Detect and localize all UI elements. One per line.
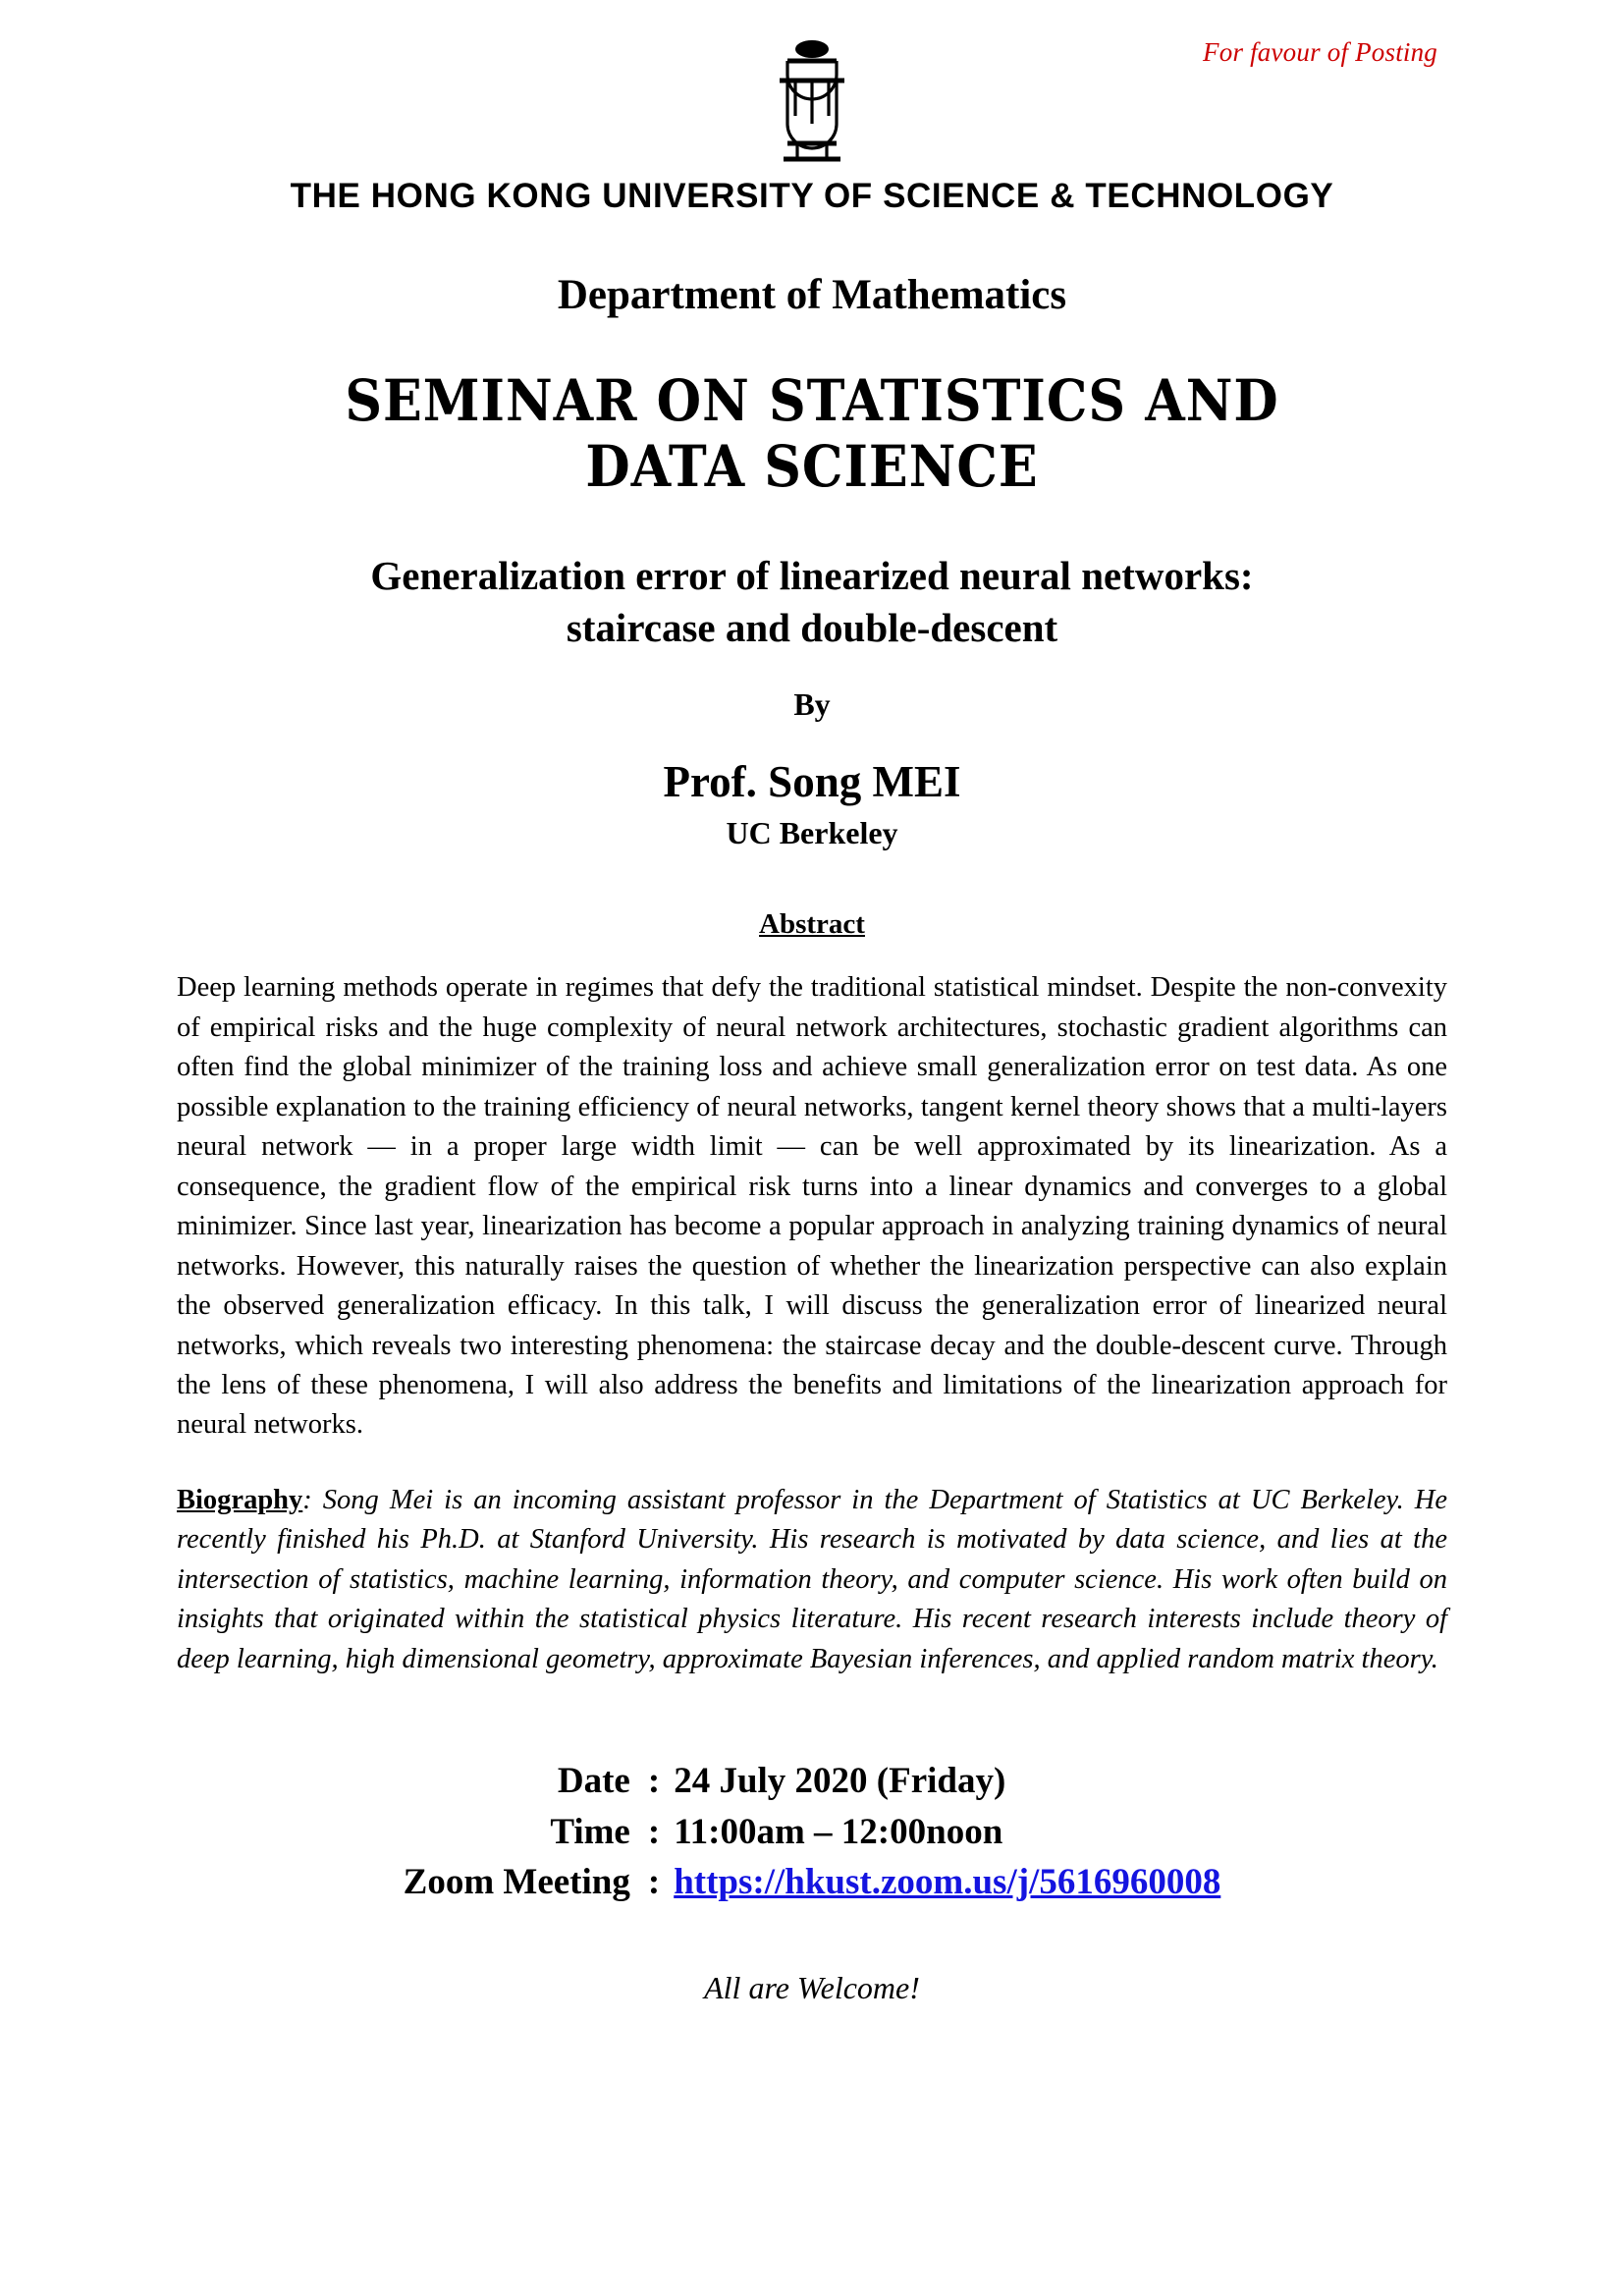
talk-title — [177, 550, 1447, 653]
speaker-name: Prof. Song MEI — [663, 757, 961, 807]
speaker-affiliation: UC Berkeley — [726, 815, 898, 851]
event-details-table — [404, 1756, 1221, 1907]
zoom-meeting-link[interactable]: https://hkust.zoom.us/j/5616960008 — [674, 1862, 1221, 1902]
biography-label: Biography — [177, 1484, 303, 1515]
university-name: THE HONG KONG UNIVERSITY OF SCIENCE & TECHNOLOGY — [290, 177, 1334, 215]
talk-title-line-2: staircase and double-descent — [566, 604, 1058, 650]
biography-body: : Song Mei is an incoming assistant professor in the Department of Statistics at UC Berkeley. He recently finished his Ph.D. at Stanford University. His research is motivated by data science, and lies at the intersection of statistics, machine learning, information theory, and computer science. His work often build on insights that originated within the statistical physics literature. His recent research interests include theory of deep learning, high dimensional geometry, approximate Bayesian inferences, and applied random matrix theory. — [177, 1484, 1447, 1674]
zoom-label: Zoom Meeting — [403, 1862, 630, 1902]
department-name: Department of Mathematics — [557, 272, 1067, 318]
seminar-series-line-1: SEMINAR ON STATISTICS AND — [345, 367, 1279, 434]
abstract-body: Deep learning methods operate in regimes that defy the traditional statistical mindset. Despite the non-convexity of empirical risks and the huge complexity of neural network architectures, stochastic gradient algorithms can often find the global minimizer of the training loss and achieve small generalization error on test data. As one possible explanation to the training efficiency of neural networks, tangent kernel theory shows that a multi-layers neural network — in a proper large width limit — can be well approximated by its linearization. As a consequence, the gradient flow of the empirical risk turns into a linear dynamics and converges to a global minimizer. Since last year, linearization has become a popular approach in analyzing training dynamics of neural networks. However, this naturally raises the question of whether the linearization perspective can also explain the observed generalization efficacy. In this talk, I will discuss the generalization error of linearized neural networks, which reveals two interesting phenomena: the staircase decay and the double-descent curve. Through the lens of these phenomena, I will also address the benefits and limitations of the linearization approach for neural networks. — [177, 972, 1447, 1441]
event-details — [177, 1756, 1447, 1907]
date-label: Date — [557, 1761, 630, 1802]
seminar-series-line-2: DATA SCIENCE — [585, 432, 1039, 500]
by-label: By — [793, 686, 831, 723]
abstract-heading: Abstract — [759, 908, 865, 941]
date-value: 24 July 2020 (Friday) — [674, 1761, 1006, 1802]
time-separator: : — [647, 1811, 661, 1852]
table-row — [404, 1756, 1221, 1806]
time-label: Time — [550, 1811, 630, 1852]
hkust-logo-icon — [758, 37, 866, 175]
date-separator: : — [647, 1761, 661, 1802]
welcome-note: All are Welcome! — [704, 1970, 920, 2006]
seminar-series-title — [177, 368, 1447, 499]
table-row — [404, 1807, 1221, 1857]
biography-paragraph — [177, 1481, 1447, 1679]
posting-note: For favour of Posting — [1203, 37, 1437, 67]
time-value: 11:00am – 12:00noon — [674, 1811, 1003, 1852]
talk-title-line-1: Generalization error of linearized neural networks: — [370, 553, 1254, 599]
zoom-link-cell — [674, 1857, 1220, 1907]
zoom-separator: : — [647, 1862, 661, 1902]
table-row — [404, 1857, 1221, 1907]
